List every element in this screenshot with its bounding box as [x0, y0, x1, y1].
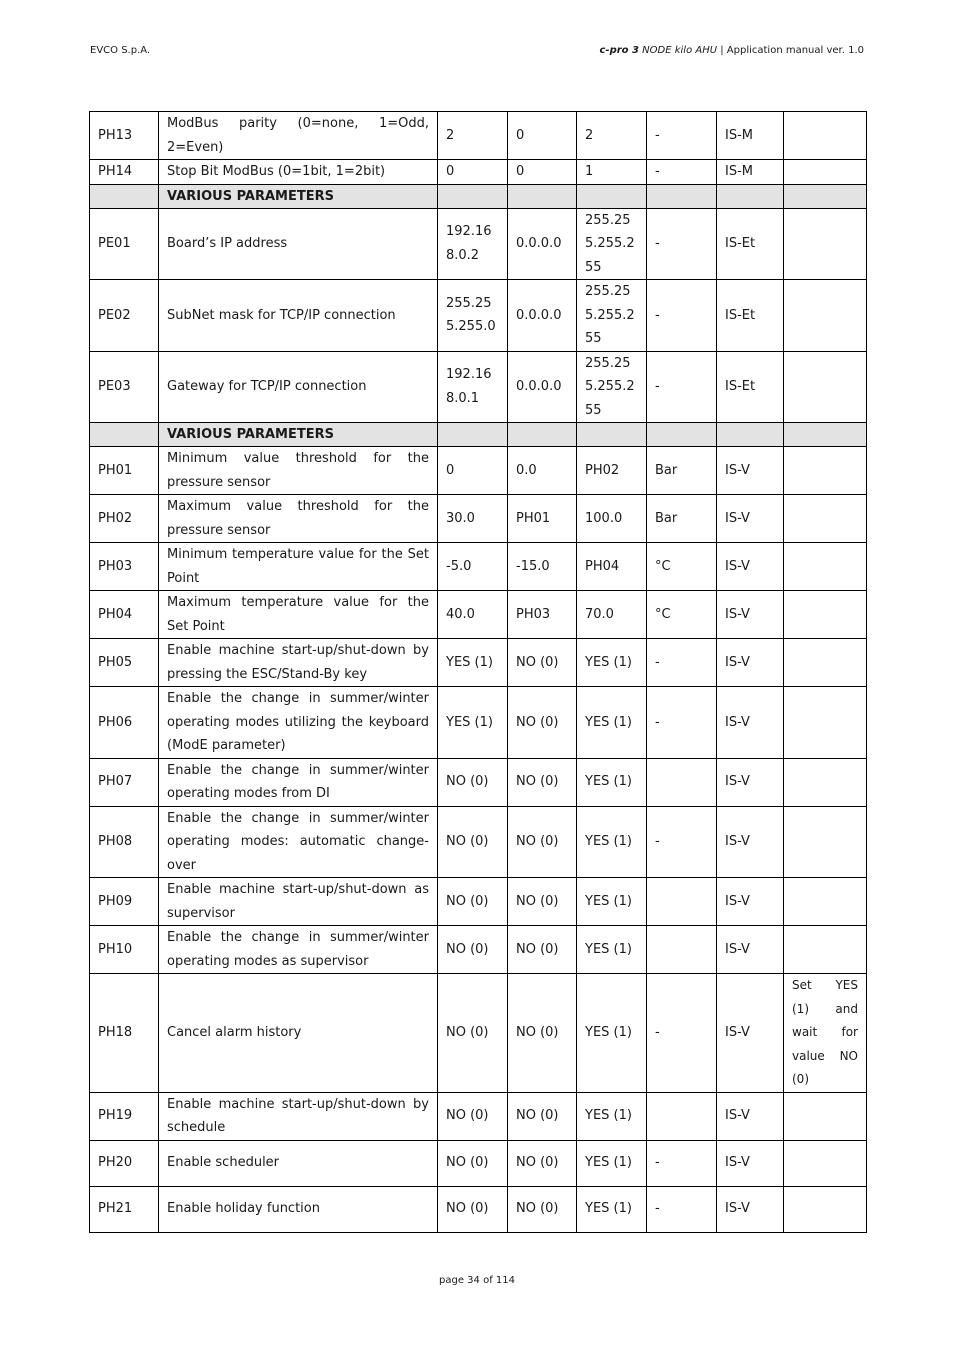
- param-code-cell: PE01: [90, 208, 159, 280]
- param-min-cell: 0.0: [508, 447, 577, 495]
- param-code-cell: PH01: [90, 447, 159, 495]
- param-min-cell: 0.0.0.0: [508, 280, 577, 352]
- param-default-cell: NO (0): [438, 878, 508, 926]
- section-cell: [647, 184, 717, 208]
- section-header-row: [90, 184, 867, 208]
- table-row: [90, 758, 867, 806]
- param-notes-cell: [784, 806, 867, 878]
- table-row: [90, 926, 867, 974]
- param-notes-cell: [784, 687, 867, 759]
- param-notes-cell: [784, 1140, 867, 1186]
- table-row: [90, 878, 867, 926]
- param-min-cell: 0.0.0.0: [508, 351, 577, 423]
- section-cell: [508, 423, 577, 447]
- param-min-cell: NO (0): [508, 639, 577, 687]
- param-min-cell: NO (0): [508, 1186, 577, 1232]
- param-code-cell: PH05: [90, 639, 159, 687]
- header-product-variant: NODE kilo AHU: [642, 45, 718, 56]
- param-level-cell: IS-Et: [717, 351, 784, 423]
- param-min-cell: NO (0): [508, 974, 577, 1093]
- param-unit-cell: -: [647, 806, 717, 878]
- param-default-cell: NO (0): [438, 926, 508, 974]
- param-max-cell: PH02: [577, 447, 647, 495]
- param-description-cell: Enable the change in summer/winter operating modes as supervisor: [159, 926, 438, 974]
- param-notes-cell: [784, 758, 867, 806]
- param-level-cell: IS-V: [717, 1140, 784, 1186]
- param-unit-cell: °C: [647, 591, 717, 639]
- param-description-cell: Minimum temperature value for the Set Point: [159, 543, 438, 591]
- param-notes-cell: [784, 639, 867, 687]
- param-max-cell: YES (1): [577, 758, 647, 806]
- param-min-cell: PH03: [508, 591, 577, 639]
- table-row: [90, 1140, 867, 1186]
- param-description-cell: Enable the change in summer/winter operating modes from DI: [159, 758, 438, 806]
- param-default-cell: 30.0: [438, 495, 508, 543]
- param-level-cell: IS-V: [717, 758, 784, 806]
- param-level-cell: IS-V: [717, 806, 784, 878]
- param-default-cell: 2: [438, 112, 508, 160]
- param-code-cell: PH20: [90, 1140, 159, 1186]
- param-level-cell: IS-V: [717, 687, 784, 759]
- param-max-cell: 255.25 5.255.2 55: [577, 280, 647, 352]
- param-code-cell: PH04: [90, 591, 159, 639]
- param-description-cell: Stop Bit ModBus (0=1bit, 1=2bit): [159, 160, 438, 185]
- table-row: [90, 687, 867, 759]
- section-cell: [717, 184, 784, 208]
- param-unit-cell: -: [647, 687, 717, 759]
- param-default-cell: 192.16 8.0.1: [438, 351, 508, 423]
- param-unit-cell: -: [647, 1140, 717, 1186]
- param-unit-cell: [647, 878, 717, 926]
- param-max-cell: YES (1): [577, 974, 647, 1093]
- table-row: [90, 447, 867, 495]
- header-product: c-pro 3: [599, 45, 639, 56]
- param-max-cell: YES (1): [577, 1092, 647, 1140]
- param-level-cell: IS-V: [717, 1186, 784, 1232]
- param-code-cell: PH02: [90, 495, 159, 543]
- table-row: [90, 208, 867, 280]
- param-notes-cell: Set YES (1) and wait for value NO (0): [784, 974, 867, 1093]
- param-default-cell: -5.0: [438, 543, 508, 591]
- param-description-cell: Board’s IP address: [159, 208, 438, 280]
- param-code-cell: PH07: [90, 758, 159, 806]
- table-row: [90, 639, 867, 687]
- param-default-cell: NO (0): [438, 1186, 508, 1232]
- param-default-cell: 255.25 5.255.0: [438, 280, 508, 352]
- table-row: [90, 1186, 867, 1232]
- param-max-cell: 255.25 5.255.2 55: [577, 351, 647, 423]
- param-min-cell: NO (0): [508, 758, 577, 806]
- param-code-cell: PE03: [90, 351, 159, 423]
- table-row: [90, 974, 867, 1093]
- section-header-row: [90, 423, 867, 447]
- param-unit-cell: Bar: [647, 495, 717, 543]
- param-unit-cell: °C: [647, 543, 717, 591]
- param-max-cell: YES (1): [577, 878, 647, 926]
- table-row: [90, 160, 867, 185]
- param-default-cell: 192.16 8.0.2: [438, 208, 508, 280]
- header-manual: | Application manual ver. 1.0: [720, 45, 864, 56]
- param-max-cell: YES (1): [577, 1140, 647, 1186]
- param-unit-cell: -: [647, 1186, 717, 1232]
- param-level-cell: IS-V: [717, 495, 784, 543]
- param-min-cell: -15.0: [508, 543, 577, 591]
- param-notes-cell: [784, 280, 867, 352]
- param-unit-cell: -: [647, 208, 717, 280]
- param-notes-cell: [784, 351, 867, 423]
- table-row: [90, 1092, 867, 1140]
- param-description-cell: ModBus parity (0=none, 1=Odd, 2=Even): [159, 112, 438, 160]
- parameters-table-body: [90, 112, 867, 1233]
- param-code-cell: PH06: [90, 687, 159, 759]
- section-cell: [508, 184, 577, 208]
- param-notes-cell: [784, 208, 867, 280]
- section-cell: [577, 423, 647, 447]
- param-code-cell: PH21: [90, 1186, 159, 1232]
- param-code-cell: PH08: [90, 806, 159, 878]
- param-code-cell: PE02: [90, 280, 159, 352]
- table-row: [90, 112, 867, 160]
- param-default-cell: 0: [438, 447, 508, 495]
- param-min-cell: NO (0): [508, 1140, 577, 1186]
- param-min-cell: 0: [508, 160, 577, 185]
- param-max-cell: 255.25 5.255.2 55: [577, 208, 647, 280]
- param-level-cell: IS-V: [717, 974, 784, 1093]
- table-row: [90, 543, 867, 591]
- section-title: VARIOUS PARAMETERS: [159, 423, 438, 447]
- param-unit-cell: -: [647, 160, 717, 185]
- param-max-cell: YES (1): [577, 639, 647, 687]
- section-cell: [438, 184, 508, 208]
- param-min-cell: NO (0): [508, 926, 577, 974]
- param-max-cell: 70.0: [577, 591, 647, 639]
- param-default-cell: NO (0): [438, 806, 508, 878]
- param-default-cell: YES (1): [438, 687, 508, 759]
- table-row: [90, 280, 867, 352]
- param-max-cell: YES (1): [577, 1186, 647, 1232]
- param-min-cell: NO (0): [508, 878, 577, 926]
- param-default-cell: NO (0): [438, 758, 508, 806]
- param-description-cell: Enable the change in summer/winter operating modes utilizing the keyboard (ModE parameter): [159, 687, 438, 759]
- param-notes-cell: [784, 160, 867, 185]
- param-description-cell: Maximum temperature value for the Set Point: [159, 591, 438, 639]
- param-default-cell: 40.0: [438, 591, 508, 639]
- param-max-cell: YES (1): [577, 806, 647, 878]
- param-unit-cell: -: [647, 974, 717, 1093]
- param-min-cell: NO (0): [508, 687, 577, 759]
- section-cell: [438, 423, 508, 447]
- param-description-cell: Minimum value threshold for the pressure sensor: [159, 447, 438, 495]
- param-code-cell: PH09: [90, 878, 159, 926]
- param-code-cell: PH10: [90, 926, 159, 974]
- param-default-cell: 0: [438, 160, 508, 185]
- param-unit-cell: -: [647, 112, 717, 160]
- param-description-cell: Cancel alarm history: [159, 974, 438, 1093]
- section-cell: [717, 423, 784, 447]
- page-number: page 34 of 114: [439, 1275, 515, 1286]
- param-unit-cell: Bar: [647, 447, 717, 495]
- param-notes-cell: [784, 543, 867, 591]
- section-title: VARIOUS PARAMETERS: [159, 184, 438, 208]
- param-level-cell: IS-V: [717, 926, 784, 974]
- param-description-cell: Enable scheduler: [159, 1140, 438, 1186]
- param-notes-cell: [784, 1186, 867, 1232]
- param-level-cell: IS-V: [717, 639, 784, 687]
- param-notes-cell: [784, 447, 867, 495]
- param-level-cell: IS-Et: [717, 280, 784, 352]
- param-min-cell: PH01: [508, 495, 577, 543]
- param-default-cell: NO (0): [438, 1092, 508, 1140]
- param-min-cell: 0: [508, 112, 577, 160]
- section-cell: [90, 423, 159, 447]
- param-description-cell: Enable the change in summer/winter operating modes: automatic change-over: [159, 806, 438, 878]
- section-cell: [784, 184, 867, 208]
- table-row: [90, 495, 867, 543]
- param-code-cell: PH18: [90, 974, 159, 1093]
- param-level-cell: IS-V: [717, 447, 784, 495]
- param-max-cell: PH04: [577, 543, 647, 591]
- header-title: [600, 45, 865, 56]
- section-cell: [647, 423, 717, 447]
- param-notes-cell: [784, 591, 867, 639]
- param-level-cell: IS-V: [717, 543, 784, 591]
- param-max-cell: YES (1): [577, 926, 647, 974]
- param-level-cell: IS-Et: [717, 208, 784, 280]
- param-notes-cell: [784, 1092, 867, 1140]
- param-max-cell: YES (1): [577, 687, 647, 759]
- param-default-cell: YES (1): [438, 639, 508, 687]
- header-company: EVCO S.p.A.: [90, 45, 151, 56]
- param-level-cell: IS-M: [717, 112, 784, 160]
- param-level-cell: IS-M: [717, 160, 784, 185]
- table-row: [90, 806, 867, 878]
- param-code-cell: PH19: [90, 1092, 159, 1140]
- param-description-cell: Enable machine start-up/shut-down as supervisor: [159, 878, 438, 926]
- table-row: [90, 591, 867, 639]
- param-max-cell: 100.0: [577, 495, 647, 543]
- parameters-table: [89, 111, 867, 1233]
- table-row: [90, 351, 867, 423]
- param-notes-cell: [784, 926, 867, 974]
- param-max-cell: 2: [577, 112, 647, 160]
- param-unit-cell: -: [647, 280, 717, 352]
- section-cell: [90, 184, 159, 208]
- param-min-cell: 0.0.0.0: [508, 208, 577, 280]
- param-notes-cell: [784, 878, 867, 926]
- param-description-cell: Gateway for TCP/IP connection: [159, 351, 438, 423]
- param-description-cell: Enable machine start-up/shut-down by schedule: [159, 1092, 438, 1140]
- param-description-cell: Enable machine start-up/shut-down by pressing the ESC/Stand-By key: [159, 639, 438, 687]
- param-description-cell: Maximum value threshold for the pressure sensor: [159, 495, 438, 543]
- param-code-cell: PH03: [90, 543, 159, 591]
- param-level-cell: IS-V: [717, 591, 784, 639]
- section-cell: [784, 423, 867, 447]
- param-description-cell: Enable holiday function: [159, 1186, 438, 1232]
- param-description-cell: SubNet mask for TCP/IP connection: [159, 280, 438, 352]
- param-code-cell: PH14: [90, 160, 159, 185]
- param-notes-cell: [784, 112, 867, 160]
- param-level-cell: IS-V: [717, 1092, 784, 1140]
- param-unit-cell: [647, 758, 717, 806]
- param-default-cell: NO (0): [438, 1140, 508, 1186]
- param-unit-cell: -: [647, 351, 717, 423]
- param-unit-cell: -: [647, 639, 717, 687]
- param-level-cell: IS-V: [717, 878, 784, 926]
- param-max-cell: 1: [577, 160, 647, 185]
- param-min-cell: NO (0): [508, 1092, 577, 1140]
- param-unit-cell: [647, 926, 717, 974]
- param-min-cell: NO (0): [508, 806, 577, 878]
- param-default-cell: NO (0): [438, 974, 508, 1093]
- section-cell: [577, 184, 647, 208]
- param-unit-cell: [647, 1092, 717, 1140]
- param-notes-cell: [784, 495, 867, 543]
- param-code-cell: PH13: [90, 112, 159, 160]
